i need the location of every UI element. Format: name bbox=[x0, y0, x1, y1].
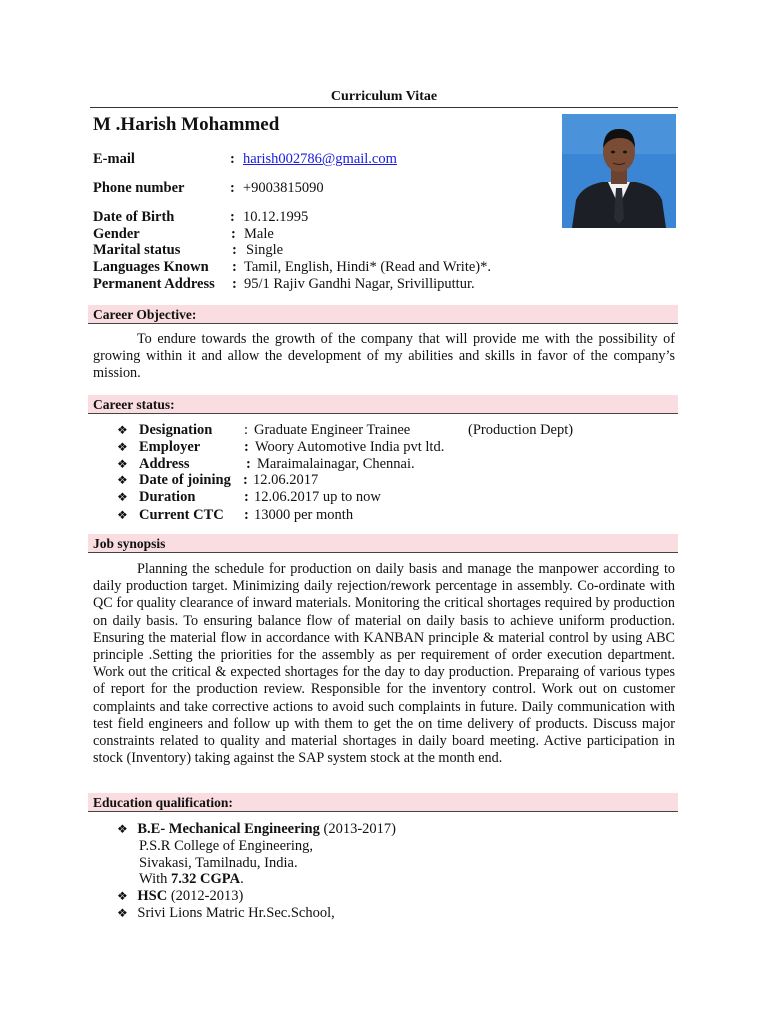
work-address-value: Maraimalainagar, Chennai. bbox=[257, 456, 415, 472]
hsc-years: (2012-2013) bbox=[167, 888, 244, 904]
email-link[interactable]: harish002786@gmail.com bbox=[243, 151, 397, 167]
diamond-bullet-icon: ❖ bbox=[117, 457, 128, 471]
colon: : bbox=[244, 489, 249, 505]
be-grade bbox=[139, 871, 244, 888]
career-objective-heading: Career Objective: bbox=[88, 305, 678, 324]
be-period: . bbox=[240, 871, 244, 887]
designation-dept: (Production Dept) bbox=[468, 422, 574, 438]
phone-label: Phone number bbox=[93, 180, 185, 196]
be-college: P.S.R College of Engineering, bbox=[139, 838, 313, 854]
colon: : bbox=[244, 439, 249, 455]
career-objective-text bbox=[93, 331, 675, 383]
gender-value: Male bbox=[244, 226, 274, 242]
colon: : bbox=[243, 472, 248, 488]
joining-value: 12.06.2017 bbox=[253, 472, 319, 488]
hsc-label: HSC bbox=[137, 888, 168, 904]
list-item bbox=[117, 888, 243, 905]
duration-label: Duration bbox=[139, 489, 196, 505]
list-item bbox=[117, 821, 396, 838]
languages-value: Tamil, English, Hindi* (Read and Write)*. bbox=[244, 259, 492, 275]
joining-label: Date of joining bbox=[139, 472, 231, 488]
email-label: E-mail bbox=[93, 151, 135, 167]
colon: : bbox=[232, 242, 237, 258]
marital-label: Marital status bbox=[93, 242, 181, 258]
gender-label: Gender bbox=[93, 226, 140, 242]
dob-value: 10.12.1995 bbox=[243, 209, 309, 225]
diamond-bullet-icon: ❖ bbox=[117, 508, 128, 522]
ctc-label: Current CTC bbox=[139, 507, 224, 523]
career-objective-body: To endure towards the growth of the company that will provide me with the possibility of growing within it and allow the development of my abilities and skills in favor of the company’s mission. bbox=[93, 331, 675, 382]
colon: : bbox=[244, 422, 249, 438]
marital-value: Single bbox=[246, 242, 284, 258]
diamond-bullet-icon: ❖ bbox=[117, 473, 128, 487]
diamond-bullet-icon: ❖ bbox=[117, 423, 128, 437]
colon: : bbox=[230, 209, 235, 225]
be-location bbox=[139, 855, 298, 872]
be-city: Sivakasi bbox=[139, 855, 189, 871]
languages-label: Languages Known bbox=[93, 259, 209, 275]
diamond-bullet-icon: ❖ bbox=[117, 440, 128, 454]
education-heading: Education qualification: bbox=[88, 793, 678, 812]
designation-label: Designation bbox=[139, 422, 213, 438]
be-cgpa: 7.32 CGPA bbox=[171, 871, 241, 887]
document-title: Curriculum Vitae bbox=[330, 89, 438, 104]
be-degree: B.E- Mechanical Engineering bbox=[137, 821, 320, 837]
profile-photo bbox=[562, 114, 676, 228]
dob-label: Date of Birth bbox=[93, 209, 175, 225]
phone-value: +9003815090 bbox=[243, 180, 324, 196]
address-value: 95/1 Rajiv Gandhi Nagar, Srivilliputtur. bbox=[244, 276, 475, 292]
employer-value: Woory Automotive India pvt ltd. bbox=[255, 439, 445, 455]
job-synopsis-heading: Job synopsis bbox=[88, 534, 678, 553]
diamond-bullet-icon: ❖ bbox=[117, 822, 128, 836]
colon: : bbox=[230, 180, 235, 196]
portrait-image bbox=[562, 114, 676, 228]
colon: : bbox=[246, 456, 251, 472]
ctc-value: 13000 per month bbox=[254, 507, 354, 523]
designation-value: Graduate Engineer Trainee bbox=[254, 422, 411, 438]
job-synopsis-text bbox=[93, 561, 675, 767]
colon: : bbox=[231, 226, 236, 242]
be-with: With bbox=[139, 871, 172, 887]
address-label: Address bbox=[139, 456, 190, 472]
duration-value: 12.06.2017 up to now bbox=[254, 489, 381, 505]
hsc-school: Srivi Lions Matric Hr.Sec.School, bbox=[137, 905, 335, 921]
job-synopsis-body: Planning the schedule for production on daily basis and manage the manpower according to daily production target. Minimizing daily rejection/rework percentage in assembly. Co-ordinate with QC for quality clearance of inward materials. Monitoring the critical shortages required by production on daily basis. To ensuring balance flow of material on daily basis to achieve uniform production. Ensuring the material flow in accordance with KANBAN principle & material control by using ABC principle .Setting the priorities for the assembly as per requirement of order execution department. Work out the critical & expected shortages for the day to day production. Preparaing of various types of report for the production review. Responsible for the inventory control. Work out on customer complaints and take corrective actions to avoid such complaints in future. Daily communication with test field engineers and follow up with them to get the on time delivery of products. Discuss major constraints related to quality and material shortages in daily board meeting. Active participation in stock (Inventory) taking against the SAP system stock at the month end. bbox=[93, 561, 675, 767]
candidate-name: M .Harish Mohammed bbox=[93, 114, 280, 135]
colon: : bbox=[244, 507, 249, 523]
address-label: Permanent Address bbox=[93, 276, 215, 292]
colon: : bbox=[232, 276, 237, 292]
list-item bbox=[117, 905, 335, 922]
colon: : bbox=[232, 259, 237, 275]
be-location-rest: , Tamilnadu, India. bbox=[188, 855, 298, 871]
diamond-bullet-icon: ❖ bbox=[117, 889, 128, 903]
diamond-bullet-icon: ❖ bbox=[117, 490, 128, 504]
diamond-bullet-icon: ❖ bbox=[117, 906, 128, 920]
career-status-heading: Career status: bbox=[88, 395, 678, 414]
be-years: (2013-2017) bbox=[323, 821, 396, 837]
title-rule bbox=[90, 107, 678, 108]
colon: : bbox=[230, 151, 235, 167]
employer-label: Employer bbox=[139, 439, 201, 455]
